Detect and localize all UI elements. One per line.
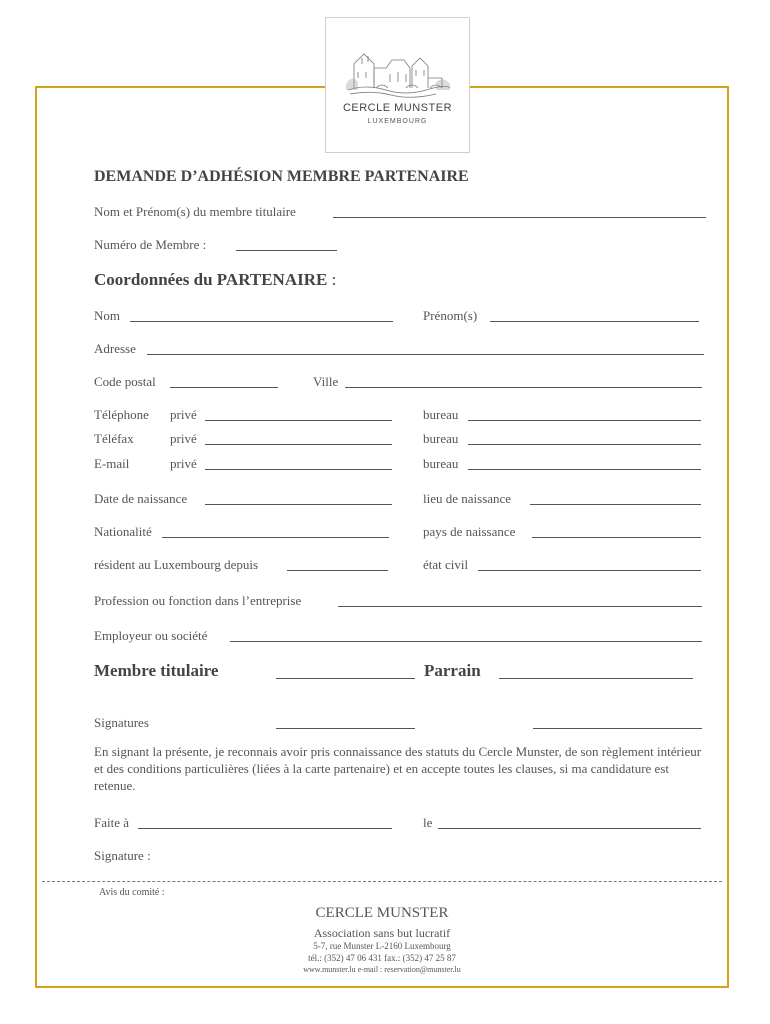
parrain-heading: Parrain: [424, 661, 481, 680]
date-naissance-label: Date de naissance: [94, 491, 188, 506]
parrain-signature-field[interactable]: [533, 728, 702, 729]
telephone-bureau-field[interactable]: [468, 420, 701, 421]
footer-address: 5-7, rue Munster L-2160 Luxembourg: [313, 941, 451, 951]
employeur-field[interactable]: [230, 641, 702, 642]
nom-field[interactable]: [130, 321, 393, 322]
ville-label: Ville: [313, 374, 339, 389]
email-bureau-field[interactable]: [468, 469, 701, 470]
telephone-prive-label: privé: [170, 407, 197, 422]
parrain-field[interactable]: [499, 678, 693, 679]
fait-a-label: Faite à: [94, 815, 130, 830]
signatures-label: Signatures: [94, 715, 149, 730]
email-bureau-label: bureau: [423, 456, 459, 471]
logo: [325, 17, 470, 153]
telephone-bureau-label: bureau: [423, 407, 459, 422]
footer-phone: tél.: (352) 47 06 431 fax.: (352) 47 25 87: [308, 953, 456, 963]
telefax-prive-field[interactable]: [205, 444, 392, 445]
email-prive-field[interactable]: [205, 469, 392, 470]
telefax-prive-label: privé: [170, 431, 197, 446]
fait-a-field[interactable]: [138, 828, 392, 829]
email-label: E-mail: [94, 456, 130, 471]
prenom-field[interactable]: [490, 321, 699, 322]
telefax-bureau-label: bureau: [423, 431, 459, 446]
telefax-bureau-field[interactable]: [468, 444, 701, 445]
partner-section-title: Coordonnées du PARTENAIRE: [94, 270, 328, 289]
ville-field[interactable]: [345, 387, 702, 388]
building-illustration-icon: [346, 38, 451, 100]
etat-civil-field[interactable]: [478, 570, 701, 571]
telephone-prive-field[interactable]: [205, 420, 392, 421]
prenom-label: Prénom(s): [423, 308, 478, 323]
resident-label: résident au Luxembourg depuis: [94, 557, 259, 572]
logo-name: CERCLE MUNSTER: [342, 102, 453, 114]
holder-name-field[interactable]: [333, 217, 706, 218]
holder-name-label: Nom et Prénom(s) du membre titulaire: [94, 204, 296, 219]
cut-line: [42, 881, 722, 882]
employeur-label: Employeur ou société: [94, 628, 208, 643]
profession-field[interactable]: [338, 606, 702, 607]
date-naissance-field[interactable]: [205, 504, 392, 505]
logo-subtitle: LUXEMBOURG: [367, 118, 428, 125]
nom-label: Nom: [94, 308, 120, 323]
lieu-naissance-label: lieu de naissance: [423, 491, 512, 506]
avis-label: Avis du comité :: [99, 887, 165, 898]
email-prive-label: privé: [170, 456, 197, 471]
date-field[interactable]: [438, 828, 701, 829]
profession-label: Profession ou fonction dans l’entreprise: [94, 593, 302, 608]
partner-section-heading: [94, 270, 336, 290]
telefax-label: Téléfax: [94, 431, 134, 446]
code-postal-field[interactable]: [170, 387, 278, 388]
adresse-field[interactable]: [147, 354, 704, 355]
footer-name: CERCLE MUNSTER: [315, 905, 449, 921]
member-number-label: Numéro de Membre :: [94, 237, 207, 252]
pays-naissance-field[interactable]: [532, 537, 701, 538]
footer-association: Association sans but lucratif: [313, 926, 451, 940]
lieu-naissance-field[interactable]: [530, 504, 701, 505]
nationalite-label: Nationalité: [94, 524, 152, 539]
footer-web: www.munster.lu e-mail : reservation@munster.lu: [303, 965, 461, 974]
membre-titulaire-field[interactable]: [276, 678, 415, 679]
partner-section-colon: :: [331, 270, 337, 289]
telephone-label: Téléphone: [94, 407, 149, 422]
member-number-field[interactable]: [236, 250, 337, 251]
nationalite-field[interactable]: [162, 537, 389, 538]
le-label: le: [423, 815, 433, 830]
titulaire-signature-field[interactable]: [276, 728, 415, 729]
adresse-label: Adresse: [94, 341, 136, 356]
signature-label: Signature :: [94, 848, 151, 863]
form-title: DEMANDE D’ADHÉSION MEMBRE PARTENAIRE: [94, 168, 469, 185]
etat-civil-label: état civil: [423, 557, 469, 572]
resident-field[interactable]: [287, 570, 388, 571]
membre-titulaire-heading: Membre titulaire: [94, 661, 219, 680]
code-postal-label: Code postal: [94, 374, 156, 389]
pays-naissance-label: pays de naissance: [423, 524, 516, 539]
declaration-text: En signant la présente, je reconnais avoir pris connaissance des statuts du Cercle Munster, de son règlement intérieur et des conditions particulières (liées à la carte partenaire) et en accepte toutes les clauses, si ma candidature est retenue.: [94, 744, 702, 793]
